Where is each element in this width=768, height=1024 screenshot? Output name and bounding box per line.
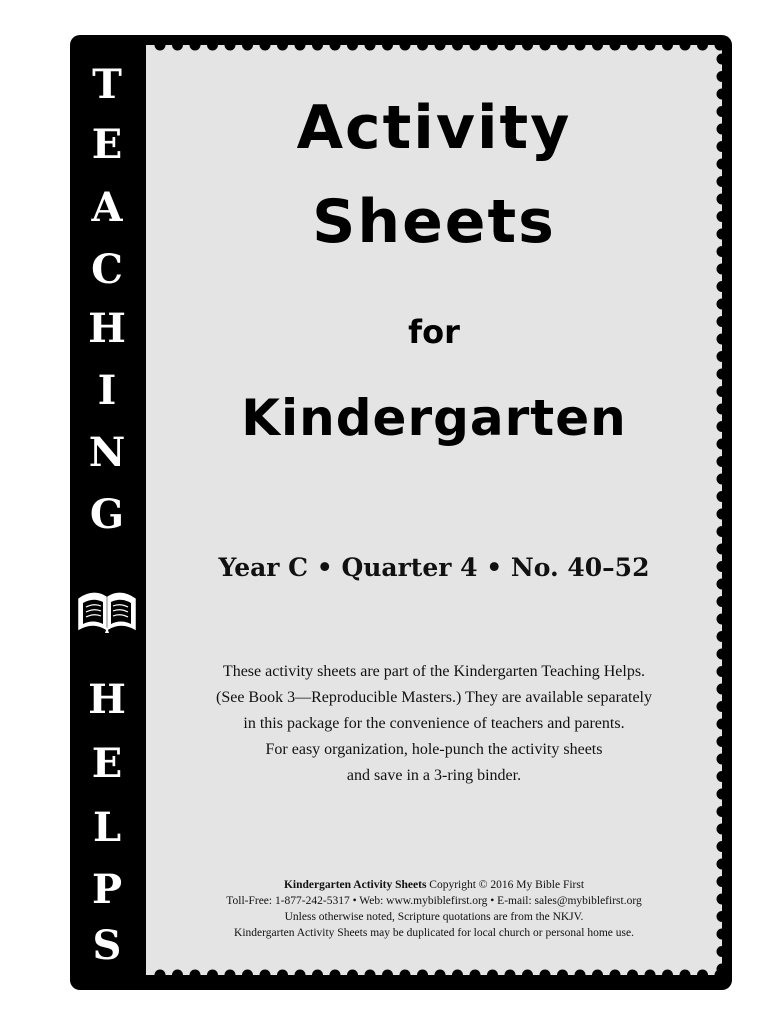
open-book-icon [75, 583, 139, 635]
footer-permission: Kindergarten Activity Sheets may be duplicated for local church or personal home use. [234, 927, 634, 939]
title-for: for [408, 313, 460, 351]
footer-copyright-line [146, 877, 722, 893]
footer-product: Kindergarten Activity Sheets [283, 879, 427, 891]
cover-panel [146, 45, 722, 975]
title-activity: Activity [296, 93, 572, 163]
spine-letter: H [88, 305, 126, 352]
spine-letter: A [91, 184, 123, 231]
spine-letter: E [91, 740, 123, 787]
title-sheets: Sheets [312, 187, 556, 257]
description-line: For easy organization, hole-punch the activity sheets [265, 741, 603, 758]
spine-letter: S [92, 922, 122, 969]
footer-copyright: Copyright © 2016 My Bible First [426, 879, 585, 891]
description-line: (See Book 3—Reproducible Masters.) They are available separately [216, 689, 652, 706]
footer-contact: Toll-Free: 1-877-242-5317 • Web: www.mybiblefirst.org • E-mail: sales@mybiblefirst.org [226, 895, 642, 907]
spine [70, 35, 144, 990]
description-line: and save in a 3-ring binder. [346, 767, 522, 784]
spine-letter: H [88, 676, 126, 723]
spine-letter: C [91, 246, 123, 293]
spine-letter: P [91, 866, 123, 913]
cover-frame [70, 35, 732, 990]
title-kindergarten: Kindergarten [241, 389, 627, 447]
copyright-footer [146, 877, 722, 941]
spine-letter: E [91, 121, 123, 168]
spine-letter: I [97, 367, 117, 414]
spine-letter: G [89, 491, 125, 538]
spine-letter: T [92, 61, 122, 108]
spine-letter: L [92, 804, 122, 851]
dotted-border [146, 45, 722, 975]
description [146, 659, 722, 789]
description-line: in this package for the convenience of teachers and parents. [243, 715, 625, 732]
spine-letter: N [88, 429, 126, 476]
description-line: These activity sheets are part of the Kindergarten Teaching Helps. [222, 663, 646, 680]
edition-subtitle: Year C • Quarter 4 • No. 40–52 [218, 553, 650, 582]
footer-scripture: Unless otherwise noted, Scripture quotations are from the NKJV. [284, 911, 584, 923]
